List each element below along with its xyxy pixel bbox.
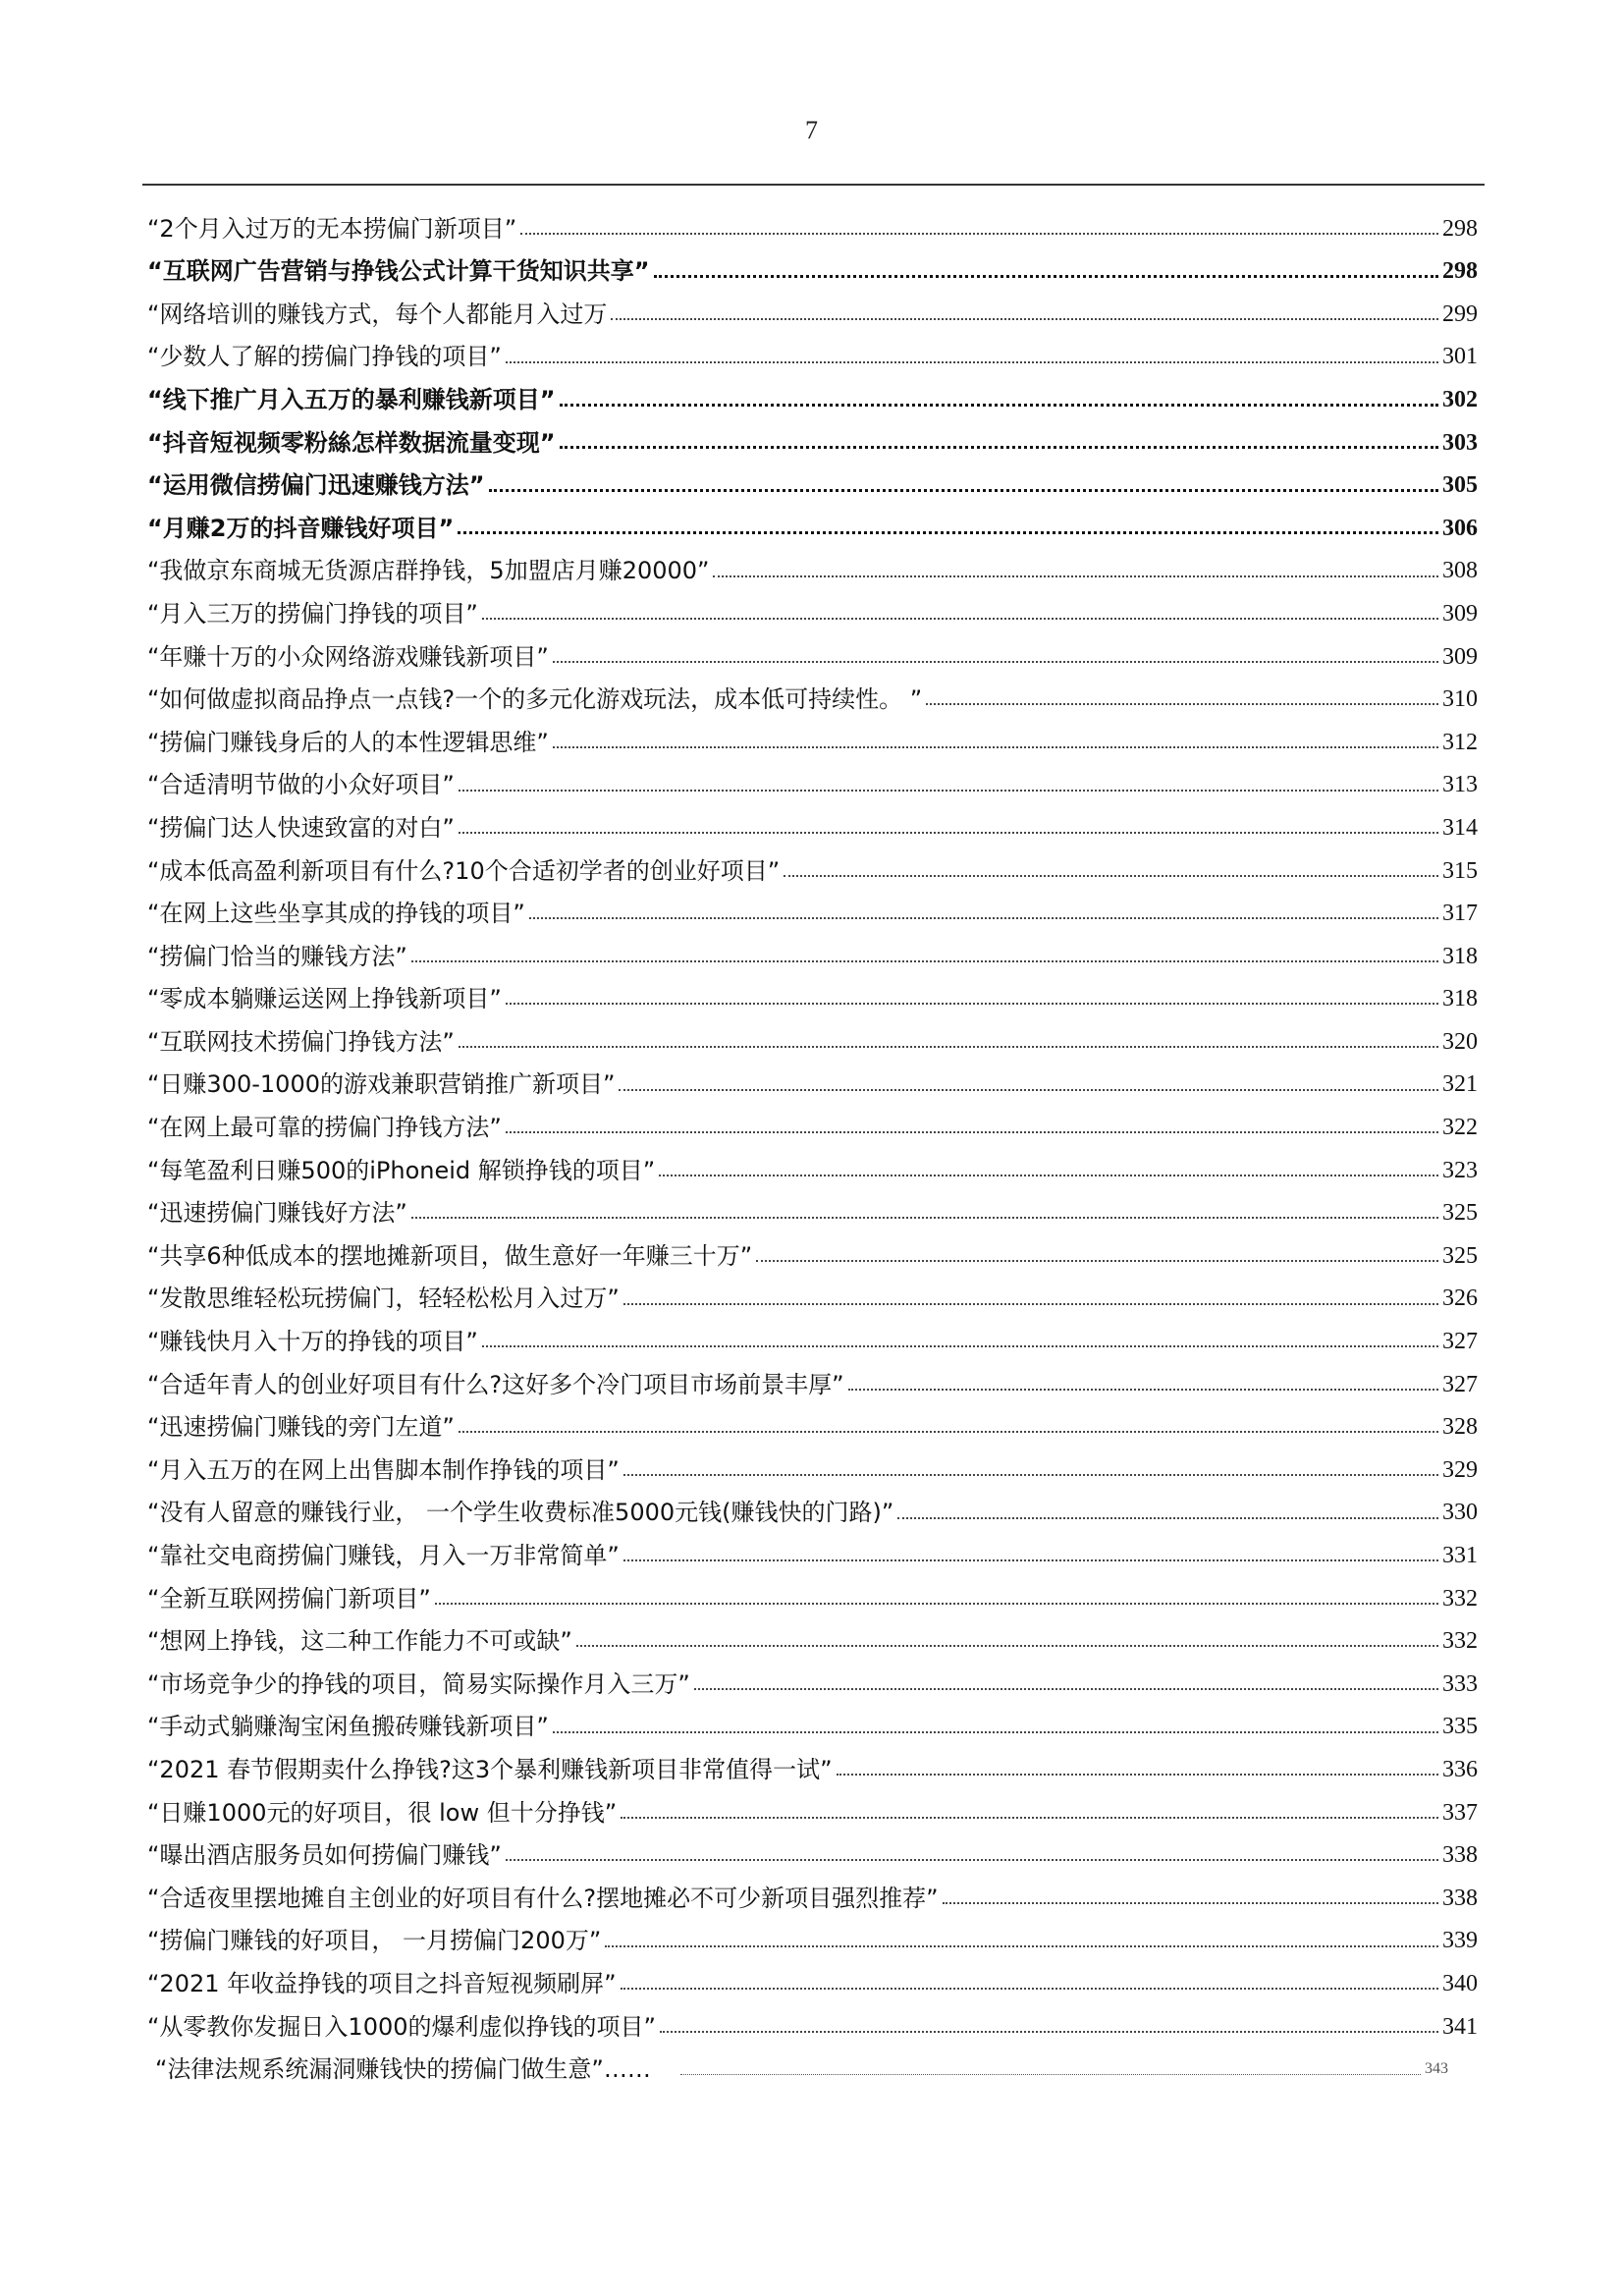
toc-entry[interactable] [147,1273,1478,1316]
toc-entry-page-number: 327 [1442,1371,1478,1397]
toc-entry[interactable] [147,460,1478,503]
toc-entry-page-number: 318 [1442,986,1478,1012]
toc-entry-page-number: 332 [1442,1585,1478,1612]
toc-entry-page-number: 335 [1442,1714,1478,1740]
toc-dot-leader [459,832,1438,834]
toc-entry-title: “互联网技术捞偏门挣钱方法” [147,1027,455,1056]
toc-entry-title: “我做京东商城无货源店群挣钱，5加盟店月赚20000” [147,557,710,585]
toc-entry[interactable] [147,2000,1478,2044]
toc-entry-title: “线下推广月入五万的暴利赚钱新项目” [147,385,556,413]
toc-dot-leader [459,1046,1438,1048]
toc-entry-page-number: 310 [1442,686,1478,713]
toc-entry-title: “全新互联网捞偏门新项目” [147,1584,431,1613]
toc-entry[interactable] [147,1872,1478,1915]
toc-entry-page-number: 309 [1442,643,1478,670]
toc-dot-leader [506,361,1438,363]
toc-entry-title: “手动式躺赚淘宝闲鱼搬砖赚钱新项目” [147,1713,549,1741]
toc-dot-leader [489,489,1438,492]
toc-entry[interactable] [147,502,1478,545]
toc-dot-leader [756,1260,1438,1262]
toc-dot-leader [411,960,1438,962]
toc-entry-title: “日赚1000元的好项目，很 low 但十分挣钱” [147,1798,618,1827]
toc-entry[interactable] [147,1615,1478,1659]
toc-entry-title: “2021 年收益挣钱的项目之抖音短视频刷屏” [147,1969,617,1997]
toc-entry[interactable] [147,1487,1478,1530]
toc-entry-page-number: 312 [1442,729,1478,755]
toc-entry-title: “合适夜里摆地摊自主创业的好项目有什么?摆地摊必不可少新项目强烈推荐” [147,1884,939,1912]
toc-dot-leader [784,875,1438,877]
toc-entry-title: “想网上挣钱，这二种工作能力不可或缺” [147,1627,572,1656]
toc-entry-title: “在网上这些坐享其成的挣钱的项目” [147,900,525,928]
toc-entry-title: “从零教你发掘日入1000的爆利虚似挣钱的项目” [147,2012,656,2041]
toc-entry-title: “迅速捞偏门赚钱好方法” [147,1199,407,1228]
toc-dot-leader [435,1603,1438,1605]
toc-dot-leader [713,575,1438,577]
toc-dot-leader [660,2031,1438,2033]
toc-entry-page-number: 298 [1442,215,1478,242]
toc-entry[interactable] [147,288,1478,331]
toc-entry-page-number: 308 [1442,558,1478,584]
toc-entry[interactable] [147,1957,1478,2000]
toc-entry[interactable] [147,1572,1478,1615]
toc-entry-title: “发散思维轻松玩捞偏门，轻轻松松月入过万” [147,1285,620,1313]
toc-dot-leader [654,275,1438,278]
toc-entry-page-number: 320 [1442,1028,1478,1055]
toc-entry[interactable] [147,1401,1478,1445]
toc-dot-leader [623,1474,1438,1476]
toc-entry-title: “年赚十万的小众网络游戏赚钱新项目” [147,642,549,671]
toc-entry[interactable] [147,973,1478,1016]
toc-entry-page-number: 309 [1442,600,1478,627]
toc-entry-page-number: 329 [1442,1456,1478,1483]
toc-dot-leader [623,1559,1438,1561]
toc-entry[interactable] [147,587,1478,630]
toc-entry-title: “零成本躺赚运送网上挣钱新项目” [147,985,502,1013]
toc-entry[interactable] [147,1786,1478,1830]
toc-entry-title: “运用微信捞偏门迅速赚钱方法” [147,471,485,500]
toc-entry[interactable] [147,1701,1478,1744]
toc-entry-title: “捞偏门达人快速致富的对白” [147,813,455,842]
toc-entry-title: “月入五万的在网上出售脚本制作挣钱的项目” [147,1455,620,1484]
toc-entry-title: “抖音短视频零粉絲怎样数据流量变现” [147,428,556,457]
toc-entry-page-number: 314 [1442,814,1478,841]
toc-entry-page-number: 317 [1442,901,1478,927]
toc-entry-page-number: 325 [1442,1200,1478,1227]
toc-entry-page-number: 336 [1442,1756,1478,1782]
toc-entry-title: “捞偏门恰当的赚钱方法” [147,942,407,970]
toc-dot-leader [553,1731,1438,1733]
toc-entry-page-number: 326 [1442,1285,1478,1312]
toc-dot-leader [506,1003,1438,1005]
toc-entry-title: “互联网广告营销与挣钱公式计算干货知识共享” [147,257,650,286]
toc-dot-leader [897,1517,1438,1519]
toc-entry-title: “迅速捞偏门赚钱的旁门左道” [147,1413,455,1442]
page-number: 7 [805,116,818,144]
header-rule [142,184,1485,186]
toc-entry-page-number: 306 [1442,515,1478,541]
toc-dot-leader [482,618,1438,620]
toc-entry[interactable] [147,416,1478,460]
toc-entry-page-number: 318 [1442,943,1478,969]
toc-entry-title: “网络培训的赚钱方式，每个人都能月入过万 [147,300,608,328]
toc-entry-page-number: 343 [1425,2060,1448,2078]
toc-entry-title: “靠社交电商捞偏门赚钱，月入一万非常简单” [147,1542,620,1569]
toc-entry-page-number: 322 [1442,1115,1478,1141]
toc-entry-page-number: 331 [1442,1543,1478,1568]
toc-entry-title: “月入三万的捞偏门挣钱的项目” [147,599,478,628]
toc-entry[interactable] [147,1230,1478,1273]
toc-dot-leader [520,233,1438,235]
toc-entry[interactable] [147,1444,1478,1487]
toc-entry-page-number: 301 [1442,344,1478,370]
toc-entry[interactable] [147,1915,1478,1958]
toc-entry-page-number: 299 [1442,301,1478,327]
toc-dot-leader [459,790,1438,792]
toc-entry-page-number: 341 [1442,2013,1478,2040]
toc-entry[interactable] [147,1358,1478,1401]
toc-entry[interactable] [147,845,1478,888]
toc-dot-leader [611,318,1438,320]
toc-entry-page-number: 338 [1442,1885,1478,1911]
toc-dot-leader [529,917,1438,919]
toc-entry[interactable] [147,1015,1478,1059]
toc-entry-page-number: 298 [1442,258,1478,285]
toc-entry-page-number: 321 [1442,1071,1478,1098]
toc-entry-page-number: 328 [1442,1414,1478,1441]
toc-entry-page-number: 327 [1442,1329,1478,1355]
toc-entry[interactable] [147,759,1478,802]
toc-dot-leader [623,1303,1438,1305]
toc-entry-page-number: 333 [1442,1670,1478,1697]
toc-entry[interactable] [147,331,1478,374]
toc-entry-title: “每笔盈利日赚500的iPhoneid 解锁挣钱的项目” [147,1156,656,1184]
toc-dot-leader [848,1389,1438,1391]
toc-dot-leader [560,404,1438,407]
toc-entry-title: “合适清明节做的小众好项目” [147,771,455,799]
toc-entry-title: “共享6种低成本的摆地摊新项目，做生意好一年赚三十万” [147,1241,753,1270]
toc-entry[interactable] [147,1144,1478,1187]
toc-entry-page-number: 313 [1442,772,1478,798]
toc-entry-title: “少数人了解的捞偏门挣钱的项目” [147,343,502,371]
toc-entry-page-number: 339 [1442,1928,1478,1954]
toc-entry[interactable] [147,930,1478,973]
toc-entry-title: “如何做虚拟商品挣点一点钱?一个的多元化游戏玩法，成本低可持续性。 ” [147,685,923,714]
toc-entry-title: “月赚2万的抖音赚钱好项目” [147,514,455,542]
toc-entry[interactable] [147,1830,1478,1873]
toc-entry-title: “日赚300-1000的游戏兼职营销推广新项目” [147,1070,616,1099]
toc-dot-leader [621,1988,1438,1990]
toc-entry-title: “曝出酒店服务员如何捞偏门赚钱” [147,1841,502,1870]
toc-entry[interactable] [147,246,1478,289]
toc-entry-title: “成本低高盈利新项目有什么?10个合适初学者的创业好项目” [147,856,781,885]
toc-entry-title: “没有人留意的赚钱行业， 一个学生收费标准5000元钱(赚钱快的门路)” [147,1499,894,1527]
toc-entry-page-number: 338 [1442,1842,1478,1869]
toc-entry-page-number: 302 [1442,386,1478,412]
toc-entry[interactable] [147,1529,1478,1572]
toc-entry-page-number: 332 [1442,1628,1478,1655]
toc-dot-leader [837,1774,1438,1776]
toc-entry-title: “2个月入过万的无本捞偏门新项目” [147,214,517,243]
toc-entry-title: “在网上最可靠的捞偏门挣钱方法” [147,1114,502,1142]
toc-entry[interactable] [147,716,1478,759]
toc-dot-leader [553,661,1438,663]
toc-entry-page-number: 305 [1442,472,1478,499]
toc-entry-page-number: 325 [1442,1242,1478,1269]
toc-dot-leader [926,703,1438,705]
toc-dot-leader [482,1345,1438,1347]
toc-dot-leader [458,531,1438,534]
toc-entry-title: “合适年青人的创业好项目有什么?这好多个冷门项目市场前景丰厚” [147,1370,844,1398]
toc-entry[interactable] [147,545,1478,588]
toc-entry-page-number: 330 [1442,1500,1478,1526]
toc-entry[interactable] [147,373,1478,416]
toc-entry[interactable] [147,1743,1478,1786]
toc-entry[interactable] [147,1658,1478,1701]
toc-entry[interactable] [147,1101,1478,1144]
toc-entry-page-number: 303 [1442,429,1478,456]
toc-entry[interactable] [147,202,1478,246]
table-of-contents [147,202,1478,2086]
toc-dot-leader [553,746,1438,748]
toc-entry[interactable] [147,801,1478,845]
toc-entry[interactable] [147,888,1478,931]
toc-entry[interactable] [147,1315,1478,1358]
toc-entry[interactable] [147,1187,1478,1230]
toc-dot-leader [506,1131,1438,1133]
toc-dot-leader [459,1431,1438,1433]
toc-entry-title: “法律法规系统漏洞赚钱快的捞偏门做生意”…… [155,2055,651,2084]
toc-dot-leader [680,2074,1421,2075]
toc-entry-page-number: 337 [1442,1799,1478,1826]
toc-entry-title: “赚钱快月入十万的挣钱的项目” [147,1328,478,1356]
toc-dot-leader [605,1945,1438,1947]
toc-entry-title: “2021 春节假期卖什么挣钱?这3个暴利赚钱新项目非常值得一试” [147,1755,833,1783]
toc-dot-leader [619,1089,1438,1091]
toc-dot-leader [506,1859,1438,1861]
toc-entry-page-number: 315 [1442,857,1478,884]
toc-entry-title: “捞偏门赚钱的好项目， 一月捞偏门200万” [147,1927,602,1955]
toc-entry-title: “捞偏门赚钱身后的人的本性逻辑思维” [147,728,549,756]
toc-dot-leader [411,1217,1438,1219]
toc-dot-leader [659,1175,1438,1176]
toc-entry-page-number: 323 [1442,1157,1478,1183]
toc-dot-leader [576,1645,1438,1647]
toc-entry[interactable] [147,2044,1478,2087]
toc-dot-leader [560,446,1438,449]
toc-entry-title: “市场竞争少的挣钱的项目，简易实际操作月入三万” [147,1669,690,1698]
toc-dot-leader [621,1817,1438,1819]
toc-entry[interactable] [147,1059,1478,1102]
toc-entry-page-number: 340 [1442,1970,1478,1996]
toc-dot-leader [943,1902,1438,1904]
toc-entry[interactable] [147,674,1478,717]
toc-entry[interactable] [147,630,1478,674]
toc-dot-leader [694,1688,1438,1690]
